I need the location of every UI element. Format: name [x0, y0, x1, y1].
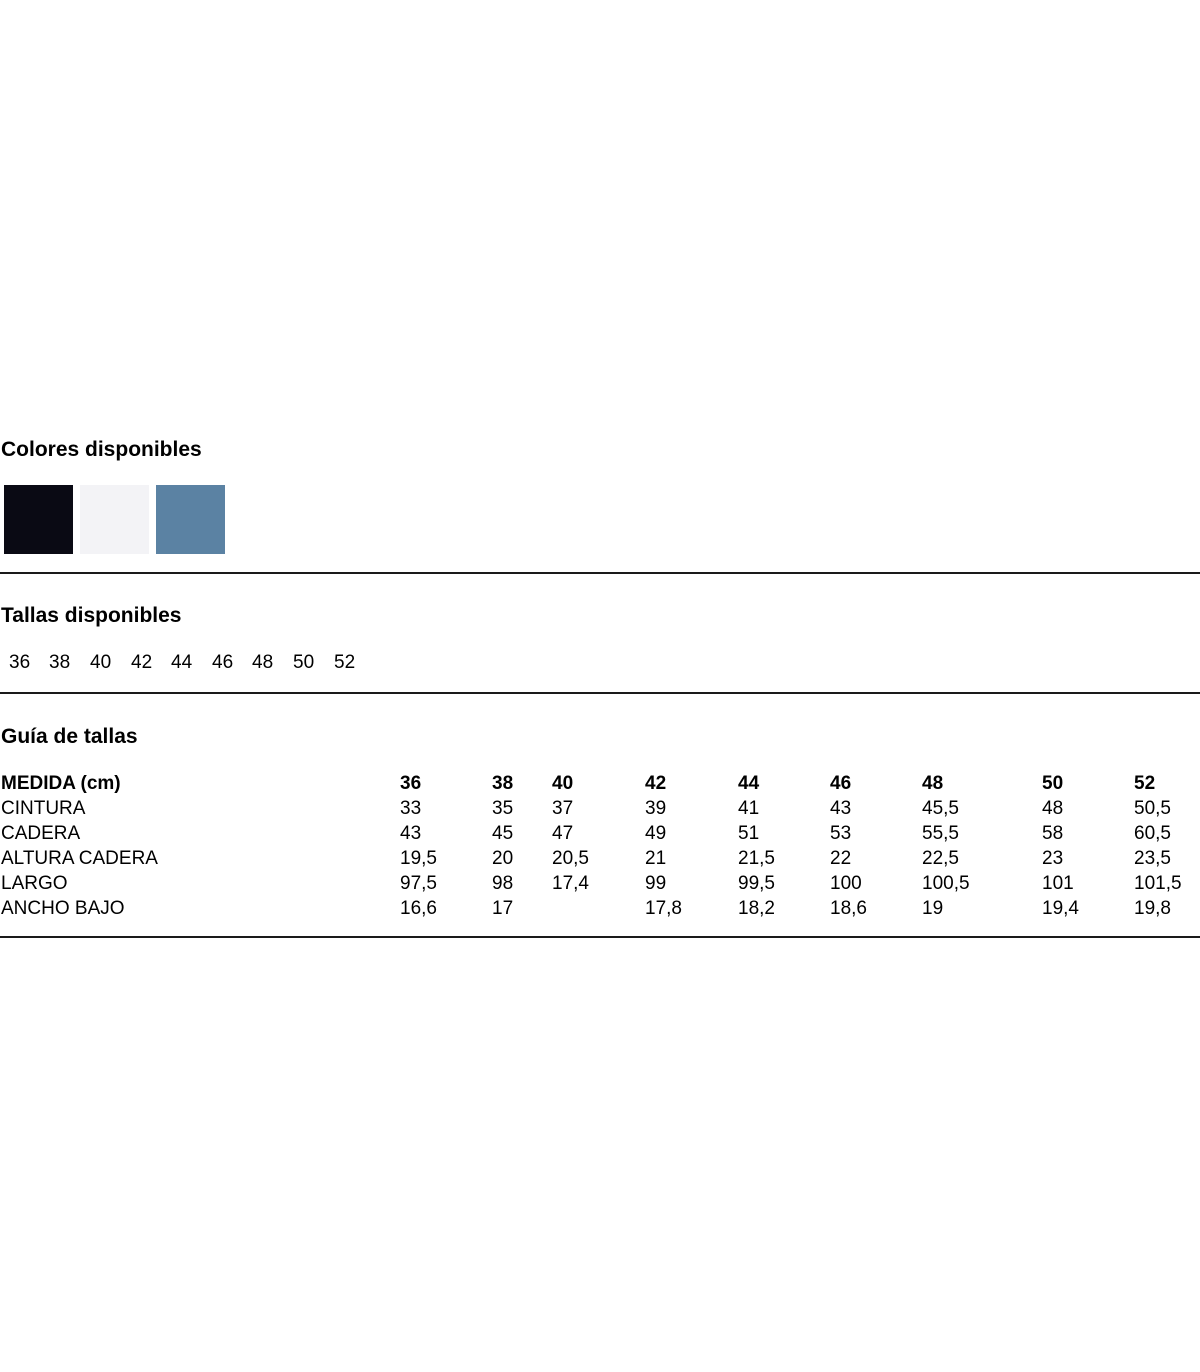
table-cell: 37 — [552, 798, 574, 819]
table-cell: 20 — [492, 848, 514, 869]
table-cell: 53 — [830, 823, 852, 844]
size-option[interactable]: 46 — [212, 652, 234, 673]
size-column-header: 52 — [1134, 773, 1156, 794]
measure-label: LARGO — [1, 873, 68, 894]
measure-label: ALTURA CADERA — [1, 848, 158, 869]
size-option[interactable]: 48 — [252, 652, 274, 673]
measure-label: CADERA — [1, 823, 81, 844]
white-swatch[interactable] — [80, 485, 149, 554]
table-cell: 49 — [645, 823, 667, 844]
table-cell: 23 — [1042, 848, 1064, 869]
table-cell: 22,5 — [922, 848, 959, 869]
size-column-header: 46 — [830, 773, 852, 794]
table-cell: 50,5 — [1134, 798, 1171, 819]
table-row — [0, 846, 1200, 871]
size-guide-table — [0, 771, 1200, 926]
size-option[interactable]: 52 — [334, 652, 356, 673]
size-column-header: 38 — [492, 773, 514, 794]
size-column-header: 48 — [922, 773, 944, 794]
sizes-heading: Tallas disponibles — [1, 604, 182, 627]
table-cell: 55,5 — [922, 823, 959, 844]
table-cell: 100 — [830, 873, 862, 894]
size-column-header: 44 — [738, 773, 760, 794]
table-cell: 101,5 — [1134, 873, 1182, 894]
table-cell: 99,5 — [738, 873, 775, 894]
table-cell: 21 — [645, 848, 667, 869]
size-column-header: 36 — [400, 773, 422, 794]
divider — [0, 692, 1200, 694]
color-swatches — [4, 485, 225, 554]
size-guide-heading: Guía de tallas — [1, 725, 138, 748]
table-cell: 43 — [400, 823, 422, 844]
table-cell: 45 — [492, 823, 514, 844]
table-row — [0, 871, 1200, 896]
table-row — [0, 896, 1200, 921]
size-option[interactable]: 42 — [131, 652, 153, 673]
table-row — [0, 821, 1200, 846]
table-cell: 19,8 — [1134, 898, 1171, 919]
size-option[interactable]: 44 — [171, 652, 193, 673]
table-cell: 17,8 — [645, 898, 682, 919]
size-column-header: 50 — [1042, 773, 1064, 794]
table-cell: 51 — [738, 823, 760, 844]
table-cell: 99 — [645, 873, 667, 894]
table-cell: 18,6 — [830, 898, 867, 919]
table-header-row — [0, 771, 1200, 796]
table-cell: 18,2 — [738, 898, 775, 919]
size-column-header: 40 — [552, 773, 574, 794]
table-cell: 58 — [1042, 823, 1064, 844]
table-cell: 101 — [1042, 873, 1074, 894]
table-cell: 98 — [492, 873, 514, 894]
table-cell: 41 — [738, 798, 760, 819]
size-column-header: 42 — [645, 773, 667, 794]
table-cell: 48 — [1042, 798, 1064, 819]
table-cell: 60,5 — [1134, 823, 1171, 844]
table-cell: 19 — [922, 898, 944, 919]
table-row — [0, 796, 1200, 821]
measure-column-header: MEDIDA (cm) — [1, 773, 121, 794]
size-option[interactable]: 50 — [293, 652, 315, 673]
table-cell: 33 — [400, 798, 422, 819]
measure-label: CINTURA — [1, 798, 86, 819]
table-cell: 20,5 — [552, 848, 589, 869]
table-cell: 19,5 — [400, 848, 437, 869]
table-cell: 43 — [830, 798, 852, 819]
table-cell: 39 — [645, 798, 667, 819]
table-cell: 22 — [830, 848, 852, 869]
black-swatch[interactable] — [4, 485, 73, 554]
table-cell: 47 — [552, 823, 574, 844]
table-cell: 23,5 — [1134, 848, 1171, 869]
measure-label: ANCHO BAJO — [1, 898, 125, 919]
table-cell: 35 — [492, 798, 514, 819]
colors-heading: Colores disponibles — [1, 438, 202, 461]
table-cell: 17,4 — [552, 873, 589, 894]
size-option[interactable]: 38 — [49, 652, 71, 673]
divider — [0, 936, 1200, 938]
table-cell: 45,5 — [922, 798, 959, 819]
table-cell: 21,5 — [738, 848, 775, 869]
size-option[interactable]: 36 — [9, 652, 31, 673]
table-cell: 16,6 — [400, 898, 437, 919]
table-cell: 17 — [492, 898, 514, 919]
table-cell: 19,4 — [1042, 898, 1079, 919]
table-cell: 97,5 — [400, 873, 437, 894]
divider — [0, 572, 1200, 574]
blue-swatch[interactable] — [156, 485, 225, 554]
table-cell: 100,5 — [922, 873, 970, 894]
size-option[interactable]: 40 — [90, 652, 112, 673]
